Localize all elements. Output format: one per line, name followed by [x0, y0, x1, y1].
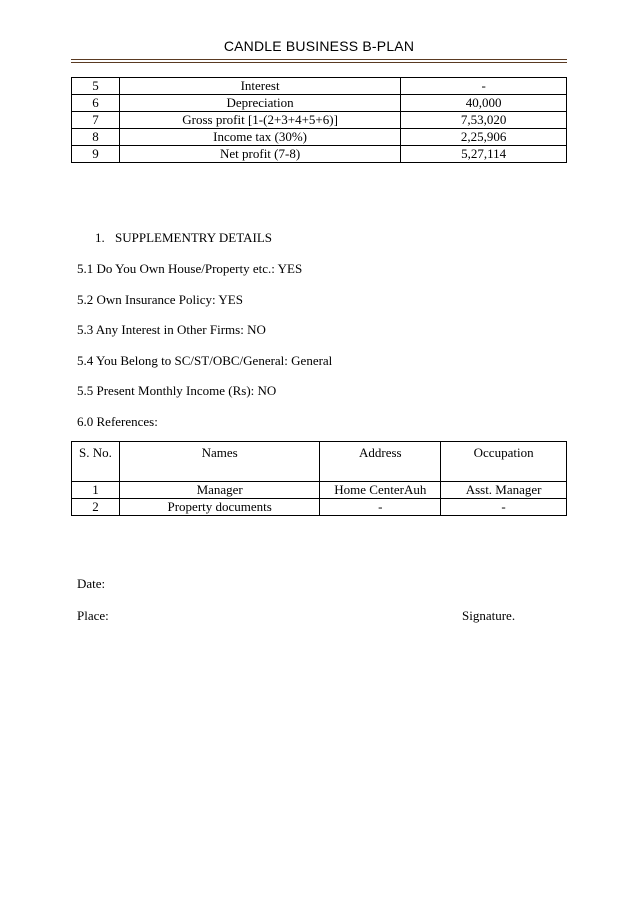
row-number: 5 [72, 78, 120, 95]
detail-monthly-income: 5.5 Present Monthly Income (Rs): NO [77, 383, 277, 398]
row-item: Interest [119, 78, 400, 95]
table-row [72, 112, 567, 129]
table-row [72, 129, 567, 146]
row-amount: 2,25,906 [401, 129, 567, 146]
row-item: Depreciation [119, 95, 400, 112]
row-amount: 5,27,114 [401, 146, 567, 163]
signature-label: Signature. [462, 608, 516, 623]
cell-serial: 2 [72, 499, 120, 516]
row-amount: 7,53,020 [401, 112, 567, 129]
date-label: Date: [77, 576, 106, 591]
row-item: Net profit (7-8) [119, 146, 400, 163]
table-row [72, 499, 567, 516]
section-number: 1. [95, 230, 105, 245]
financial-table [71, 77, 567, 163]
column-header-names: Names [119, 442, 320, 482]
section-heading [95, 230, 272, 246]
table-row [72, 78, 567, 95]
table-header-row [72, 442, 567, 482]
row-amount: 40,000 [401, 95, 567, 112]
detail-insurance: 5.2 Own Insurance Policy: YES [77, 292, 243, 307]
cell-address: - [320, 499, 441, 516]
cell-serial: 1 [72, 482, 120, 499]
cell-name: Manager [119, 482, 320, 499]
detail-category: 5.4 You Belong to SC/ST/OBC/General: General [77, 353, 333, 368]
header-divider [71, 59, 567, 60]
row-number: 8 [72, 129, 120, 146]
references-label: 6.0 References: [77, 414, 158, 429]
column-header-occupation: Occupation [441, 442, 567, 482]
column-header-serial: S. No. [72, 442, 120, 482]
row-number: 7 [72, 112, 120, 129]
cell-address: Home CenterAuh [320, 482, 441, 499]
column-header-address: Address [320, 442, 441, 482]
cell-occupation: - [441, 499, 567, 516]
place-label: Place: [77, 608, 109, 623]
references-table [71, 441, 567, 516]
cell-name: Property documents [119, 499, 320, 516]
row-number: 6 [72, 95, 120, 112]
detail-own-property: 5.1 Do You Own House/Property etc.: YES [77, 261, 303, 276]
row-number: 9 [72, 146, 120, 163]
row-amount: - [401, 78, 567, 95]
document-title: CANDLE BUSINESS B-PLAN [223, 38, 415, 54]
row-item: Gross profit [1-(2+3+4+5+6)] [119, 112, 400, 129]
table-row [72, 146, 567, 163]
header-divider-secondary [71, 62, 567, 63]
table-row [72, 95, 567, 112]
row-item: Income tax (30%) [119, 129, 400, 146]
table-row [72, 482, 567, 499]
section-title: SUPPLEMENTRY DETAILS [115, 230, 273, 245]
detail-other-firms: 5.3 Any Interest in Other Firms: NO [77, 322, 266, 337]
cell-occupation: Asst. Manager [441, 482, 567, 499]
